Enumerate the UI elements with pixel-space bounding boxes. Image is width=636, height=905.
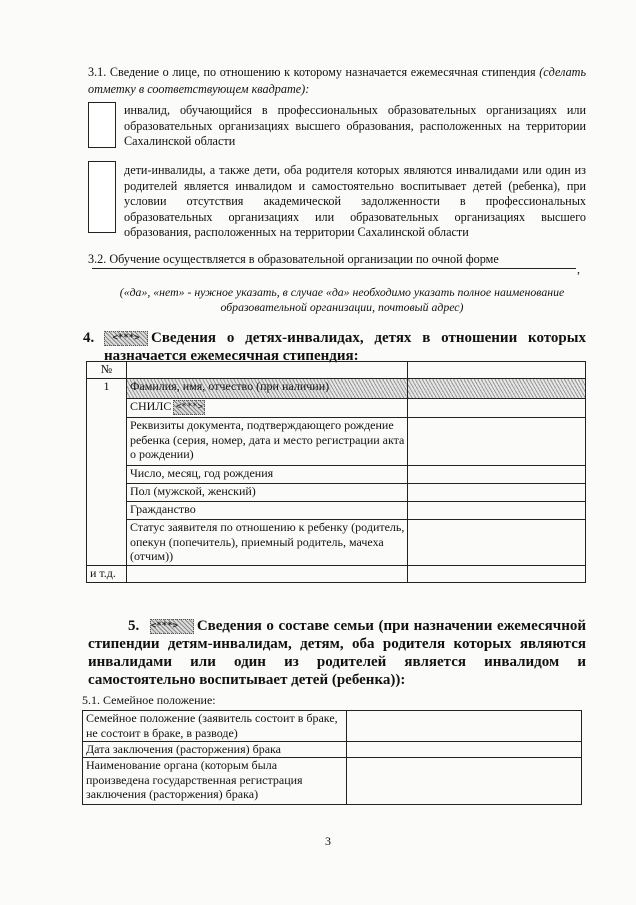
field-birth-doc-label: Реквизиты документа, подтверждающего рождение ребенка (серия, номер, дата и место регистрации акта о рождении)	[126, 418, 408, 466]
section-4-heading	[83, 329, 586, 365]
field-fio-label: Фамилия, имя, отчество (при наличии)	[126, 379, 408, 399]
field-citizenship-label: Гражданство	[126, 502, 408, 520]
section-3-2-text: 3.2. Обучение осуществляется в образовательной организации по очной форме	[88, 252, 499, 266]
field-birth-doc-value[interactable]	[408, 418, 586, 466]
checkbox-children-invalids[interactable]	[88, 161, 116, 233]
children-table	[86, 361, 586, 583]
section-5-heading	[88, 617, 586, 689]
field-marital-status-label: Семейное положение (заявитель состоит в браке, не состоит в браке, в разводе)	[83, 711, 347, 742]
field-sex-label: Пол (мужской, женский)	[126, 484, 408, 502]
section-5-1-label: 5.1. Семейное положение:	[82, 693, 216, 707]
stamp-mark: <***>	[150, 619, 194, 634]
table-header-no: №	[87, 362, 127, 379]
section-5-title: Сведения о составе семьи (при назначении ежемесячной стипендии детям-инвалидам, детям, оба родителя которых являются инвалидами или один из родителей является инвалидом и самостоятельно воспитывает детей (ребенка)):	[88, 618, 587, 688]
section-4-title: Сведения о детях-инвалидах, детях в отношении которых назначается ежемесячная стипендия:	[104, 330, 586, 364]
field-status-value[interactable]	[408, 520, 586, 566]
field-marriage-date-value[interactable]	[346, 742, 581, 758]
stamp-mark: <***>	[104, 331, 148, 346]
option-children-invalids: дети-инвалиды, а также дети, оба родителя которых являются инвалидами или один из родителей является инвалидом и самостоятельно воспитывает детей (ребенка), при условии отсутствия академической задолженности в профессиональных образовательных организациях или образовательных организациях высшего образования, расположенных на территории Сахалинской области	[124, 163, 586, 239]
section-3-1-text: 3.1. Сведение о лице, по отношению к которому назначается ежемесячная стипендия	[88, 65, 536, 79]
field-registry-org-value[interactable]	[346, 758, 581, 805]
family-table	[82, 710, 582, 805]
field-birthdate-label: Число, месяц, год рождения	[126, 466, 408, 484]
education-org-input-line[interactable]	[92, 268, 576, 269]
section-4-number: 4.	[83, 330, 95, 346]
section-3-1	[88, 64, 586, 98]
field-snils-label: СНИЛС <***>	[126, 399, 408, 418]
field-marital-status-value[interactable]	[346, 711, 581, 742]
field-birthdate-value[interactable]	[408, 466, 586, 484]
table-row-etc: и т.д.	[87, 566, 127, 583]
page-number: 3	[325, 834, 331, 848]
table-row-number: 1	[87, 379, 127, 566]
field-status-label: Статус заявителя по отношению к ребенку (родитель, опекун (попечитель), приемный родитель, мачеха (отчим))	[126, 520, 408, 566]
field-registry-org-label: Наименование органа (которым была произведена государственная регистрация заключения (расторжения) брака)	[83, 758, 347, 805]
field-sex-value[interactable]	[408, 484, 586, 502]
checkbox-invalid-student[interactable]	[88, 102, 116, 148]
option-invalid-student: инвалид, обучающийся в профессиональных образовательных организациях или образовательных организациях высшего образования, расположенных на территории Сахалинской области	[124, 103, 586, 148]
stamp-mark-snils: <***>	[173, 400, 205, 415]
section-3-2-hint: («да», «нет» - нужное указать, в случае «да» необходимо указать полное наименование образовательной организации, почтовый адрес)	[119, 285, 565, 314]
field-snils-value[interactable]	[408, 399, 586, 418]
field-citizenship-value[interactable]	[408, 502, 586, 520]
section-5-number: 5.	[128, 618, 140, 634]
field-fio-value[interactable]	[408, 379, 586, 399]
section-3-1-note: (сделать отметку в соответствующем квадрате):	[88, 65, 587, 96]
field-marriage-date-label: Дата заключения (расторжения) брака	[83, 742, 347, 758]
